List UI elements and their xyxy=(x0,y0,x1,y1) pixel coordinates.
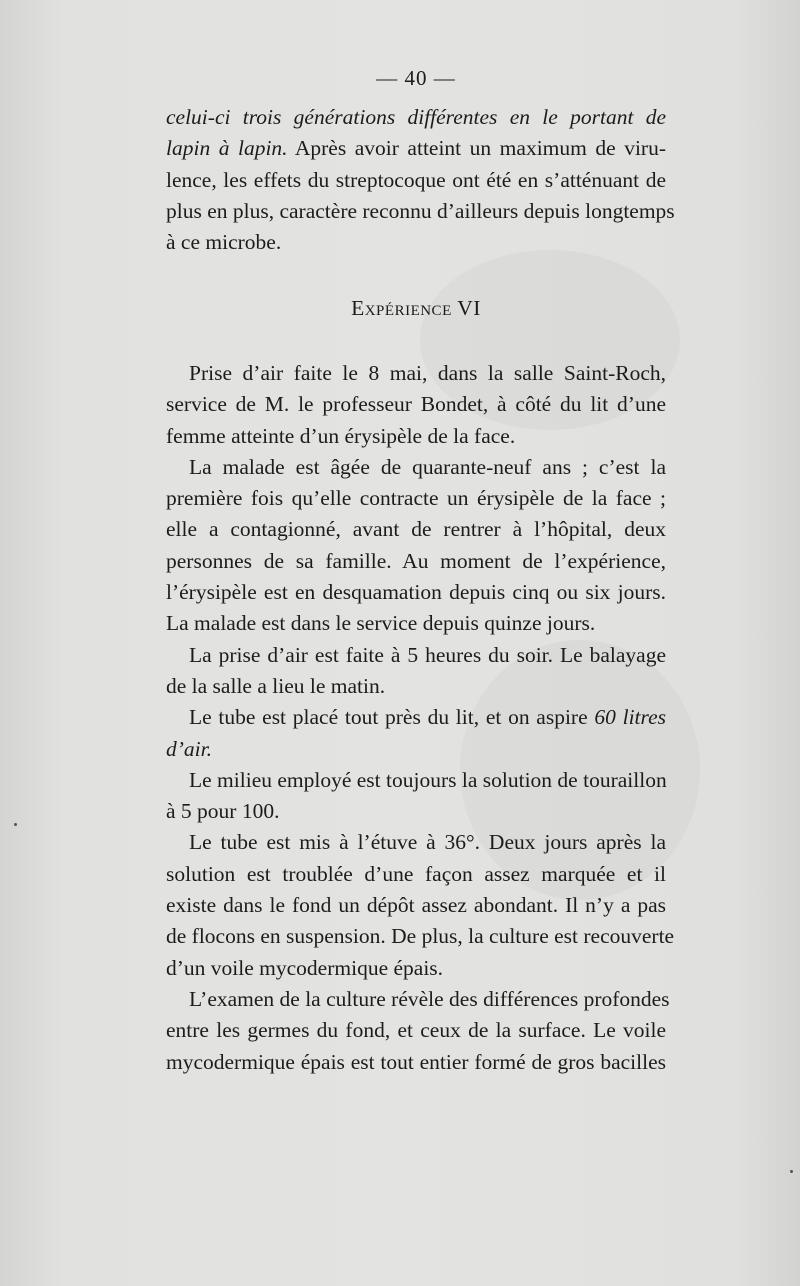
text-run: plus en plus, caractère reconnu d’ailleurs depuis longtemps xyxy=(166,198,675,223)
text-run: d’un voile mycodermique épais. xyxy=(166,955,444,980)
text-line xyxy=(166,796,666,827)
text-line xyxy=(166,483,666,514)
text-run: La malade est dans le service depuis quinze jours. xyxy=(166,611,596,636)
text-line xyxy=(166,577,666,608)
text-run: existe dans le fond un dépôt assez abondant. Il n’y a pas xyxy=(166,893,666,918)
paragraph xyxy=(166,452,666,640)
text-run: elle a contagionné, avant de rentrer à l’hôpital, deux xyxy=(166,517,666,542)
text-run: La malade est âgée de quarante-neuf ans ; c’est la xyxy=(189,454,666,479)
text-run: service de M. le professeur Bondet, à côté du lit d’une xyxy=(166,392,666,417)
italic-text: d’air. xyxy=(166,736,212,761)
paragraph xyxy=(166,984,670,1078)
text-run: Le milieu employé est toujours la solution de touraillon xyxy=(189,767,667,792)
text-line xyxy=(166,133,666,164)
text-line xyxy=(166,640,666,671)
text-run: de flocons en suspension. De plus, la culture est recouverte xyxy=(166,924,675,949)
text-run: personnes de sa famille. Au moment de l’expérience, xyxy=(166,548,666,573)
section-heading: Expérience VI xyxy=(351,296,481,320)
text-line xyxy=(166,102,666,133)
text-line xyxy=(166,765,666,796)
italic-text: lapin à lapin. xyxy=(166,136,288,161)
text-line xyxy=(166,734,666,765)
page-number: — 40 — xyxy=(376,66,456,90)
text-line xyxy=(166,358,666,389)
text-line xyxy=(166,514,666,545)
text-run: l’érysipèle est en desquamation depuis cinq ou six jours. xyxy=(166,580,666,605)
text-line xyxy=(166,608,666,639)
paragraph xyxy=(166,827,675,983)
paragraph xyxy=(166,358,666,452)
text-line xyxy=(166,921,675,952)
italic-text: 60 litres xyxy=(594,705,667,730)
text-run: première fois qu’elle contracte un érysipèle de la face ; xyxy=(166,486,666,511)
text-run: à ce microbe. xyxy=(166,230,282,255)
text-run: Prise d’air faite le 8 mai, dans la salle Saint-Roch, xyxy=(189,361,666,385)
text-line xyxy=(166,827,666,858)
section-body xyxy=(166,358,675,1078)
text-line xyxy=(166,953,666,984)
text-line xyxy=(166,227,666,258)
text-line xyxy=(166,196,675,227)
paragraph xyxy=(166,640,666,703)
text-run: L’examen de la culture révèle des différences profondes xyxy=(189,986,670,1011)
text-line xyxy=(166,702,666,733)
text-line xyxy=(166,859,666,890)
text-run: Le tube est mis à l’étuve à 36°. Deux jours après la xyxy=(189,830,666,855)
text-line xyxy=(166,421,666,452)
paragraph xyxy=(166,702,666,765)
text-run: femme atteinte d’un érysipèle de la face. xyxy=(166,423,516,448)
text-run: lence, les effets du streptocoque ont été en s’atténuant de xyxy=(166,167,666,192)
text-line xyxy=(166,452,666,483)
text-run: Le tube est placé tout près du lit, et on aspire xyxy=(189,705,595,730)
paper-speck xyxy=(790,1170,793,1173)
text-line xyxy=(166,1015,666,1046)
text-line xyxy=(166,1047,666,1078)
paper-speck xyxy=(14,823,17,826)
text-run: La prise d’air est faite à 5 heures du soir. Le balayage xyxy=(189,642,666,667)
text-run: solution est troublée d’une façon assez marquée et il xyxy=(166,861,666,886)
continued-paragraph xyxy=(166,102,675,258)
text-line xyxy=(166,546,666,577)
text-line xyxy=(166,671,666,702)
paragraph xyxy=(166,765,666,828)
text-line xyxy=(166,890,666,921)
text-run: entre les germes du fond, et ceux de la surface. Le voile xyxy=(166,1018,666,1043)
text-run: à 5 pour 100. xyxy=(166,799,280,824)
text-line xyxy=(166,389,666,420)
text-line xyxy=(166,984,670,1015)
text-run: Après avoir atteint un maximum de viru- xyxy=(287,136,666,161)
text-line xyxy=(166,165,666,196)
text-run: de la salle a lieu le matin. xyxy=(166,673,386,698)
italic-text: celui-ci trois générations différentes en le portant de xyxy=(166,105,666,129)
text-run: mycodermique épais est tout entier formé de gros bacilles xyxy=(166,1049,666,1074)
